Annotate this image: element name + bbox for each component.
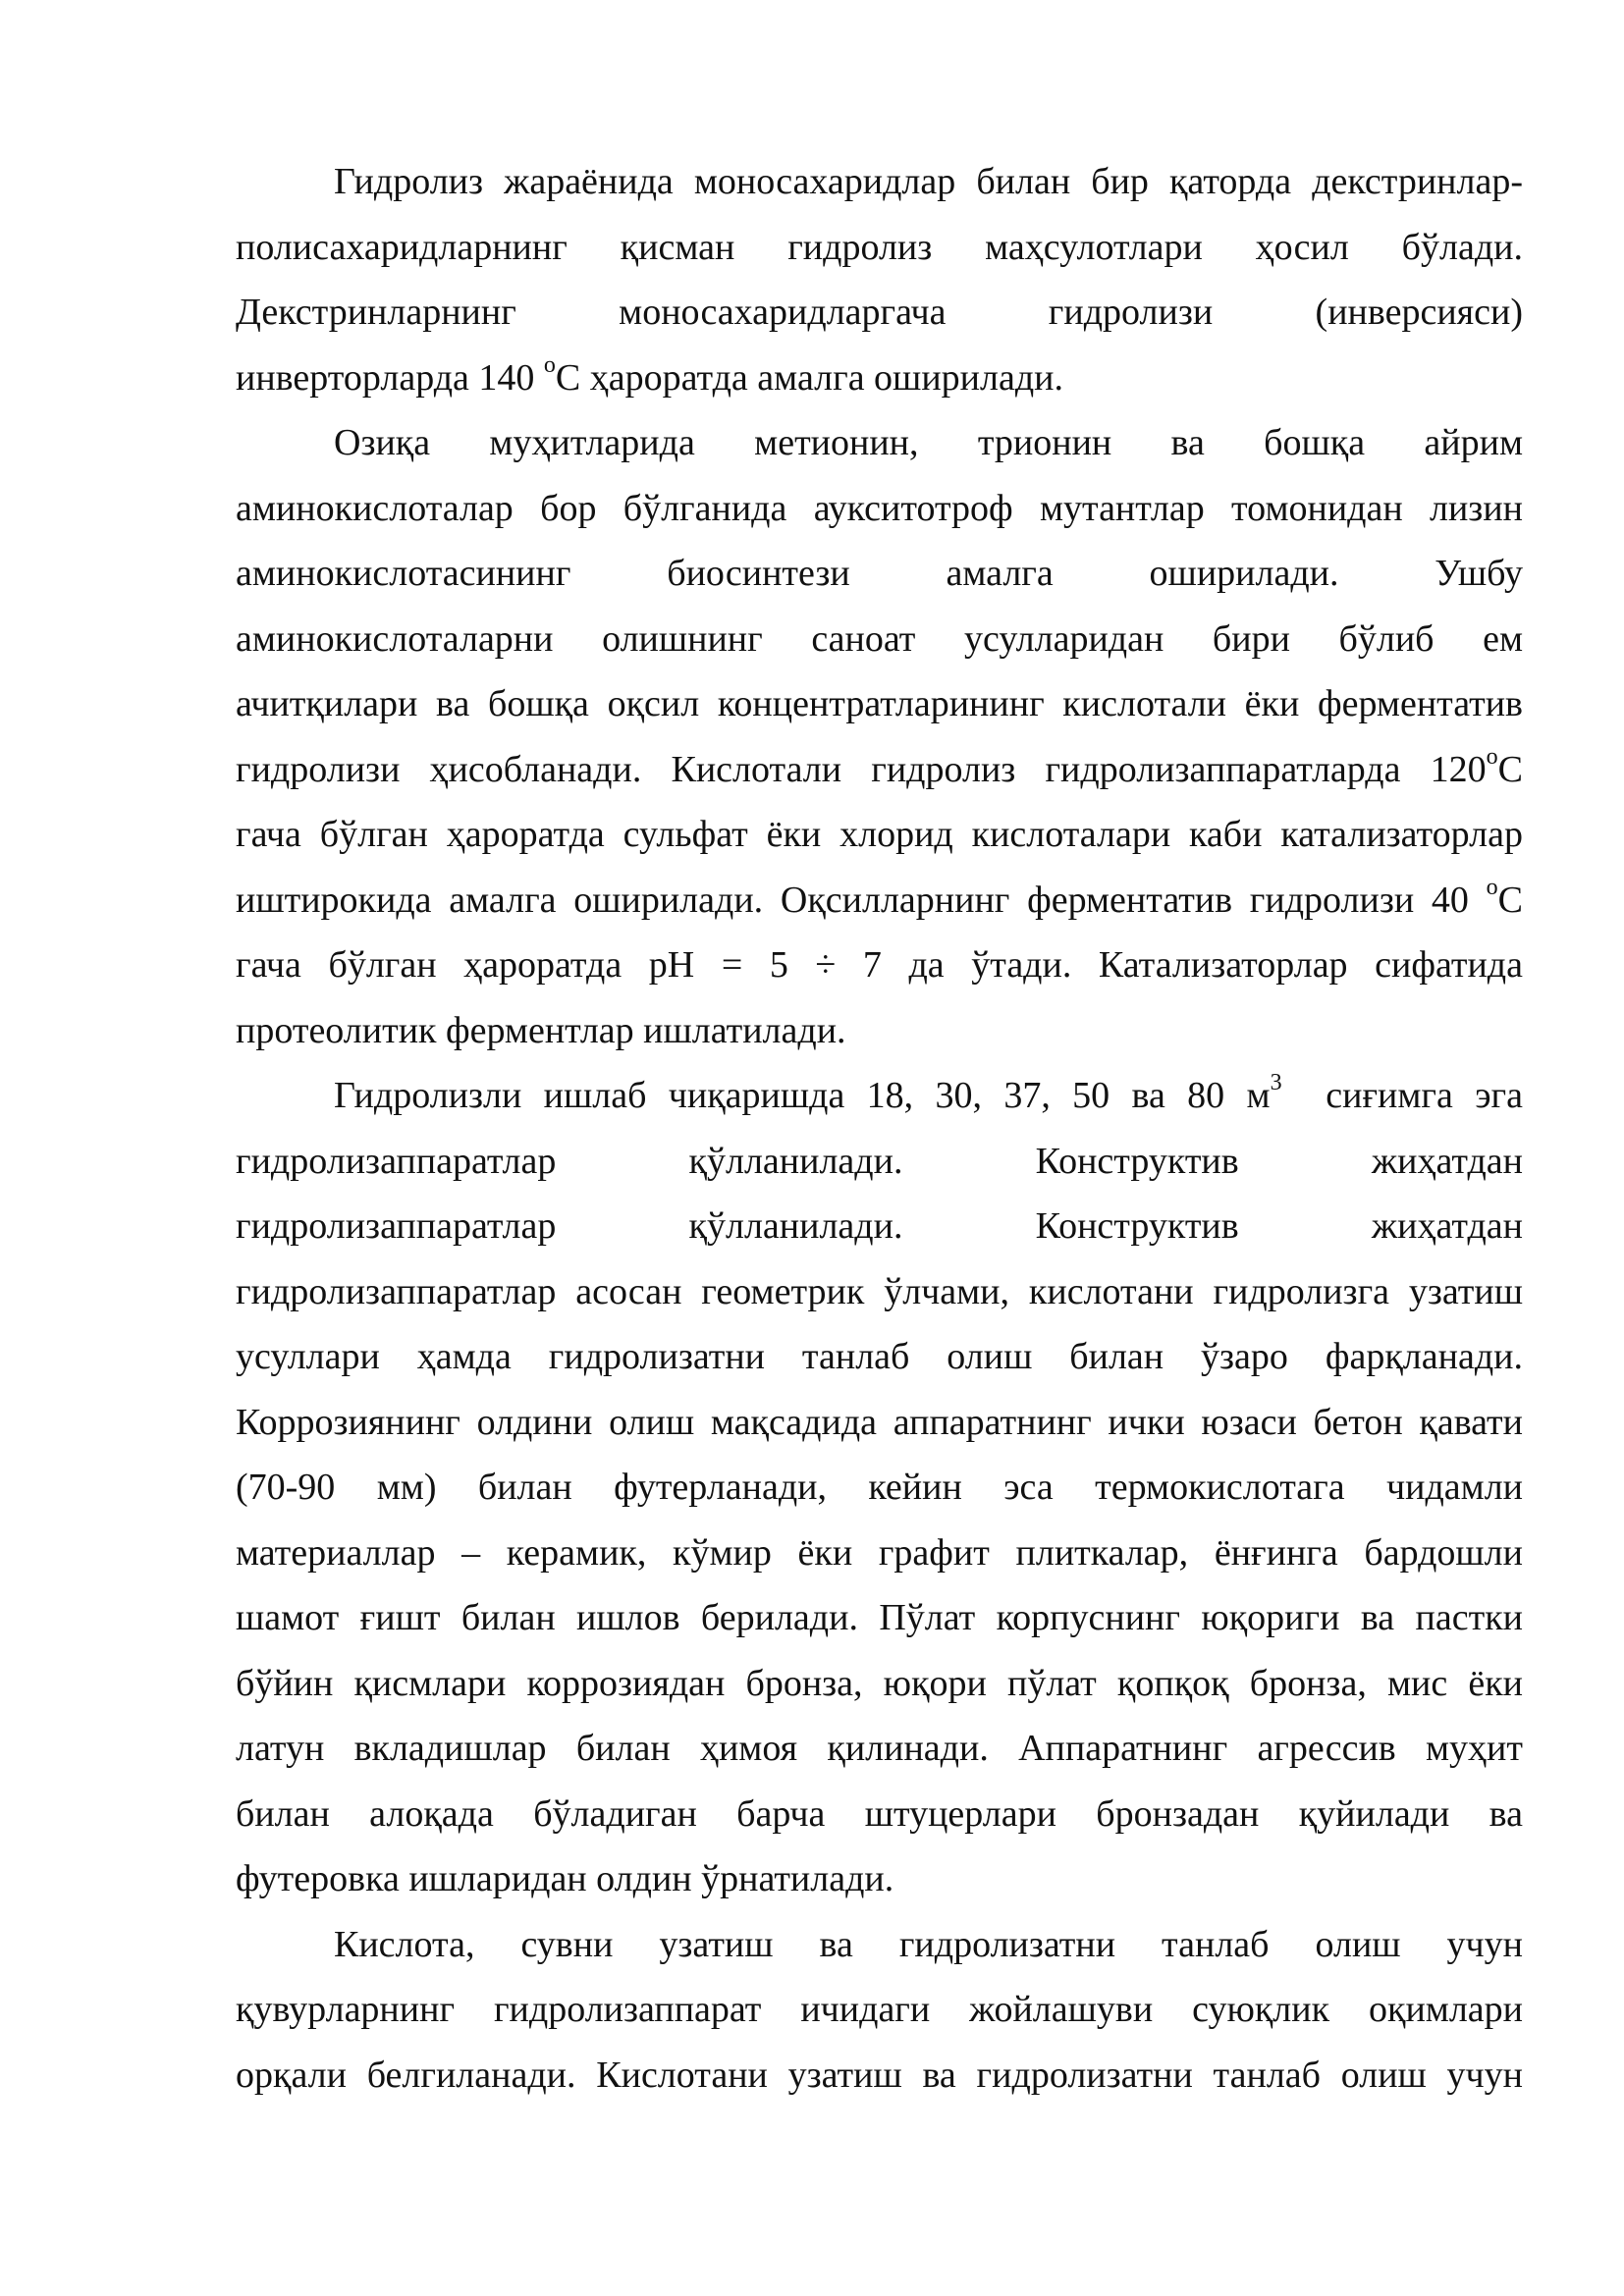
- text-line: шамот ғишт билан ишлов берилади. Пўлат корпуснинг юқориги ва пастки: [236, 1597, 1523, 1638]
- text-line: (70-90 мм) билан футерланади, кейин эса термокислотага чидамли: [236, 1467, 1523, 1508]
- degree-superscript: о: [1486, 743, 1498, 770]
- text-fragment: Гидролизли ишлаб чиқаришда 18, 30, 37, 50 ва 80 м: [334, 1075, 1271, 1116]
- text-line: ачитқилари ва бошқа оқсил концентратларининг кислотали ёки ферментатив: [236, 683, 1523, 724]
- text-fragment: иштирокида амалга оширилади. Оқсилларнинг ферментатив гидролизи 40: [236, 879, 1487, 921]
- text-fragment: инверторларда 140: [236, 356, 544, 399]
- paragraph-2: [236, 410, 1523, 1063]
- text-fragment: гидролизи ҳисобланади. Кислотали гидролиз гидролизаппаратларда 120: [236, 748, 1487, 790]
- text-line: усуллари ҳамда гидролизатни танлаб олиш билан ўзаро фарқланади.: [236, 1336, 1523, 1377]
- paragraph-3: [236, 1063, 1523, 1912]
- text-line: материаллар – керамик, кўмир ёки графит плиткалар, ёнғинга бардошли: [236, 1531, 1523, 1574]
- text-line: гача бўлган ҳароратда сульфат ёки хлорид кислоталари каби катализаторлар: [236, 814, 1523, 855]
- text-line: Декстринларнинг моносахаридларгача гидролизи (инверсияси): [236, 292, 1523, 333]
- text-line: гидролизаппаратлар қўлланилади. Конструктив жиҳатдан: [236, 1140, 1523, 1182]
- body-text: [236, 149, 1523, 2108]
- text-line: протеолитик ферментлар ишлатилади.: [236, 1009, 846, 1051]
- text-line: Гидролиз жараёнида моносахаридлар билан бир қаторда декстринлар-: [334, 161, 1523, 202]
- text-line: билан алоқада бўладиган барча штуцерлари бронзадан қуйилади ва: [236, 1792, 1523, 1835]
- text-line: латун вкладишлар билан ҳимоя қилинади. Аппаратнинг агрессив муҳит: [236, 1728, 1523, 1769]
- text-line: [236, 868, 1523, 934]
- text-fragment: С ҳароратда амалга оширилади.: [555, 356, 1063, 399]
- text-line: Озиқа муҳитларида метионин, трионин ва бошқа айрим: [334, 422, 1523, 463]
- text-line: аминокислотасининг биосинтези амалга оширилади. Ушбу: [236, 553, 1523, 594]
- text-fragment: С: [1497, 879, 1523, 921]
- text-line: гидролизаппаратлар асосан геометрик ўлчами, кислотани гидролизга узатиш: [236, 1270, 1523, 1312]
- degree-superscript: о: [1486, 874, 1498, 900]
- text-line: футеровка ишларидан олдин ўрнатилади.: [236, 1858, 894, 1899]
- degree-superscript: о: [543, 351, 556, 378]
- paragraph-1: [236, 149, 1523, 410]
- text-line: гача бўлган ҳароратда рН = 5 ÷ 7 да ўтади. Катализаторлар сифатида: [236, 944, 1523, 986]
- text-line: бўйин қисмлари коррозиядан бронза, юқори пўлат қопқоқ бронза, мис ёки: [236, 1662, 1523, 1704]
- text-fragment: С: [1497, 748, 1523, 790]
- paragraph-4: [236, 1912, 1523, 2109]
- text-line: [236, 737, 1523, 803]
- text-line: [236, 1063, 1523, 1129]
- text-line: аминокислоталарни олишнинг саноат усулларидан бири бўлиб ем: [236, 617, 1523, 660]
- text-line: аминокислоталар бор бўлганида аукситотроф мутантлар томонидан лизин: [236, 487, 1523, 529]
- cubic-superscript: 3: [1270, 1070, 1282, 1096]
- text-line: орқали белгиланади. Кислотани узатиш ва гидролизатни танлаб олиш учун: [236, 2054, 1523, 2096]
- text-line: Коррозиянинг олдини олиш мақсадида аппаратнинг ички юзаси бетон қавати: [236, 1401, 1523, 1443]
- text-line: [236, 346, 1523, 411]
- text-line: қувурларнинг гидролизаппарат ичидаги жойлашуви суюқлик оқимлари: [236, 1989, 1523, 2030]
- text-line: полисахаридларнинг қисман гидролиз маҳсулотлари ҳосил бўлади.: [236, 226, 1523, 268]
- text-line: Кислота, сувни узатиш ва гидролизатни танлаб олиш учун: [334, 1923, 1523, 1965]
- text-line: гидролизаппаратлар қўлланилади. Конструктив жиҳатдан: [236, 1205, 1523, 1247]
- text-fragment: сиғимга эга: [1281, 1075, 1523, 1116]
